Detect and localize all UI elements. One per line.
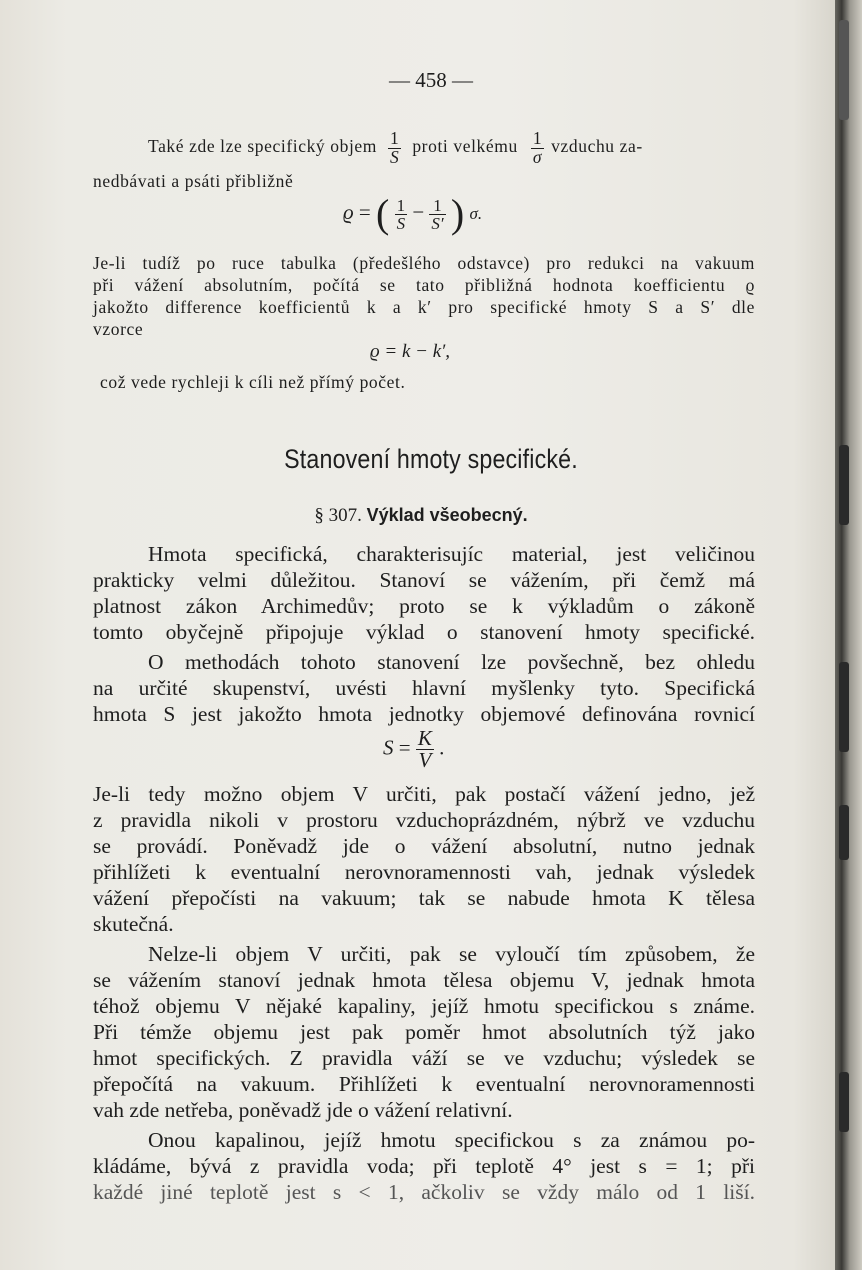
para4-line-5: vážení přepočísti na vakuum; tak se nabude hmota K tělesa — [93, 886, 755, 910]
para1-line-2: při vážení absolutním, počítá se tato přibližná hodnota koefficientu ϱ — [93, 275, 755, 295]
para4-line-2: z pravidla nikoli v prostoru vzduchoprázdném, nýbrž ve vzduchu — [93, 808, 755, 832]
fraction-one-over-sigma: $\frac{1}{\sigma}$ — [532, 128, 543, 167]
para5-line-3: téhož objemu V nějaké kapaliny, jejíž hmotu specifickou s známe. — [93, 994, 755, 1018]
para2-line-2: prakticky velmi důležitou. Stanoví se vážením, při čemž má — [93, 568, 755, 592]
para1-end: což vede rychleji k cíli než přímý počet. — [100, 372, 406, 392]
page-number: — 458 — — [389, 68, 473, 92]
para4-line-4: přihlížeti k eventualní nerovnoramennosti vah, jednak výsledek — [93, 860, 755, 884]
para1-line-1: Je-li tudíž po ruce tabulka (předešlého odstavce) pro redukci na vakuum — [93, 253, 755, 273]
formula-rho-k: ϱ = k − k′, — [370, 341, 451, 362]
para2-line-3: platnost zákon Archimedův; proto se k výkladům o zákoně — [93, 594, 755, 618]
para5-line-2: se vážením stanoví jednak hmota tělesa objemu V, jednak hmota — [93, 968, 755, 992]
para6-line-1: Onou kapalinou, jejíž hmotu specifickou s za známou po- — [148, 1128, 755, 1152]
para2-line-4: tomto obyčejně připojuje výklad o stanovení hmoty specifické. — [93, 620, 755, 644]
para5-line-4: Při témže objemu jest pak poměr hmot absolutních týž jako — [93, 1020, 755, 1044]
para3-line-1: O methodách tohoto stanovení lze povšechně, bez ohledu — [148, 650, 755, 674]
para5-line-1: Nelze-li objem V určiti, pak se vyloučí tím způsobem, že — [148, 942, 755, 966]
intro-line-1: Také zde lze specifický objem $\frac{1}{S}$ proti velkému $\frac{1}{\sigma}$ vzduchu za- — [148, 128, 643, 167]
para6-line-3: každé jiné teplotě jest s < 1, ačkoliv se vždy málo od 1 liší. — [93, 1180, 755, 1204]
para2-line-1: Hmota specifická, charakterisujíc material, jest veličinou — [148, 542, 755, 566]
para6-line-2: kládáme, bývá z pravidla voda; při teplotě 4° jest s = 1; při — [93, 1154, 755, 1178]
section-title: § 307. Výklad všeobecný. — [314, 505, 528, 526]
chapter-heading: Stanovení hmoty specifické. — [284, 444, 578, 474]
para3-line-2: na určité skupenství, uvésti hlavní myšlenky tyto. Specifická — [93, 676, 755, 700]
para1-line-4: vzorce — [93, 319, 144, 339]
formula-s-equals-k-over-v: S = $\frac{K}{V}$ . — [383, 726, 445, 772]
para4-line-6: skutečná. — [93, 912, 174, 936]
para5-line-7: vah zde netřeba, poněvadž jde o vážení relativní. — [93, 1098, 513, 1122]
intro-line-2: nedbávati a psáti přibližně — [93, 171, 294, 191]
formula-rho-difference: ϱ = ( $\frac{1}{S}$ − $\frac{1}{S'}$ ) σ. — [343, 191, 483, 236]
para3-line-3: hmota S jest jakožto hmota jednotky objemové definována rovnicí — [93, 702, 755, 726]
fraction-one-over-s: $\frac{1}{S}$ — [389, 128, 400, 167]
page-edge-shadow — [835, 0, 862, 1270]
para5-line-5: hmot specifických. Z pravidla váží se ve vzduchu; výsledek se — [93, 1046, 755, 1070]
para4-line-3: se provádí. Poněvadž jde o vážení absolutní, nutno jednak — [93, 834, 755, 858]
para4-line-1: Je-li tedy možno objem V určiti, pak postačí vážení jedno, jež — [93, 782, 755, 806]
para5-line-6: přepočítá na vakuum. Přihlížeti k eventualní nerovnoramennosti — [93, 1072, 755, 1096]
para1-line-3: jakožto difference koefficientů k a k′ pro specifické hmoty S a S′ dle — [93, 297, 755, 317]
